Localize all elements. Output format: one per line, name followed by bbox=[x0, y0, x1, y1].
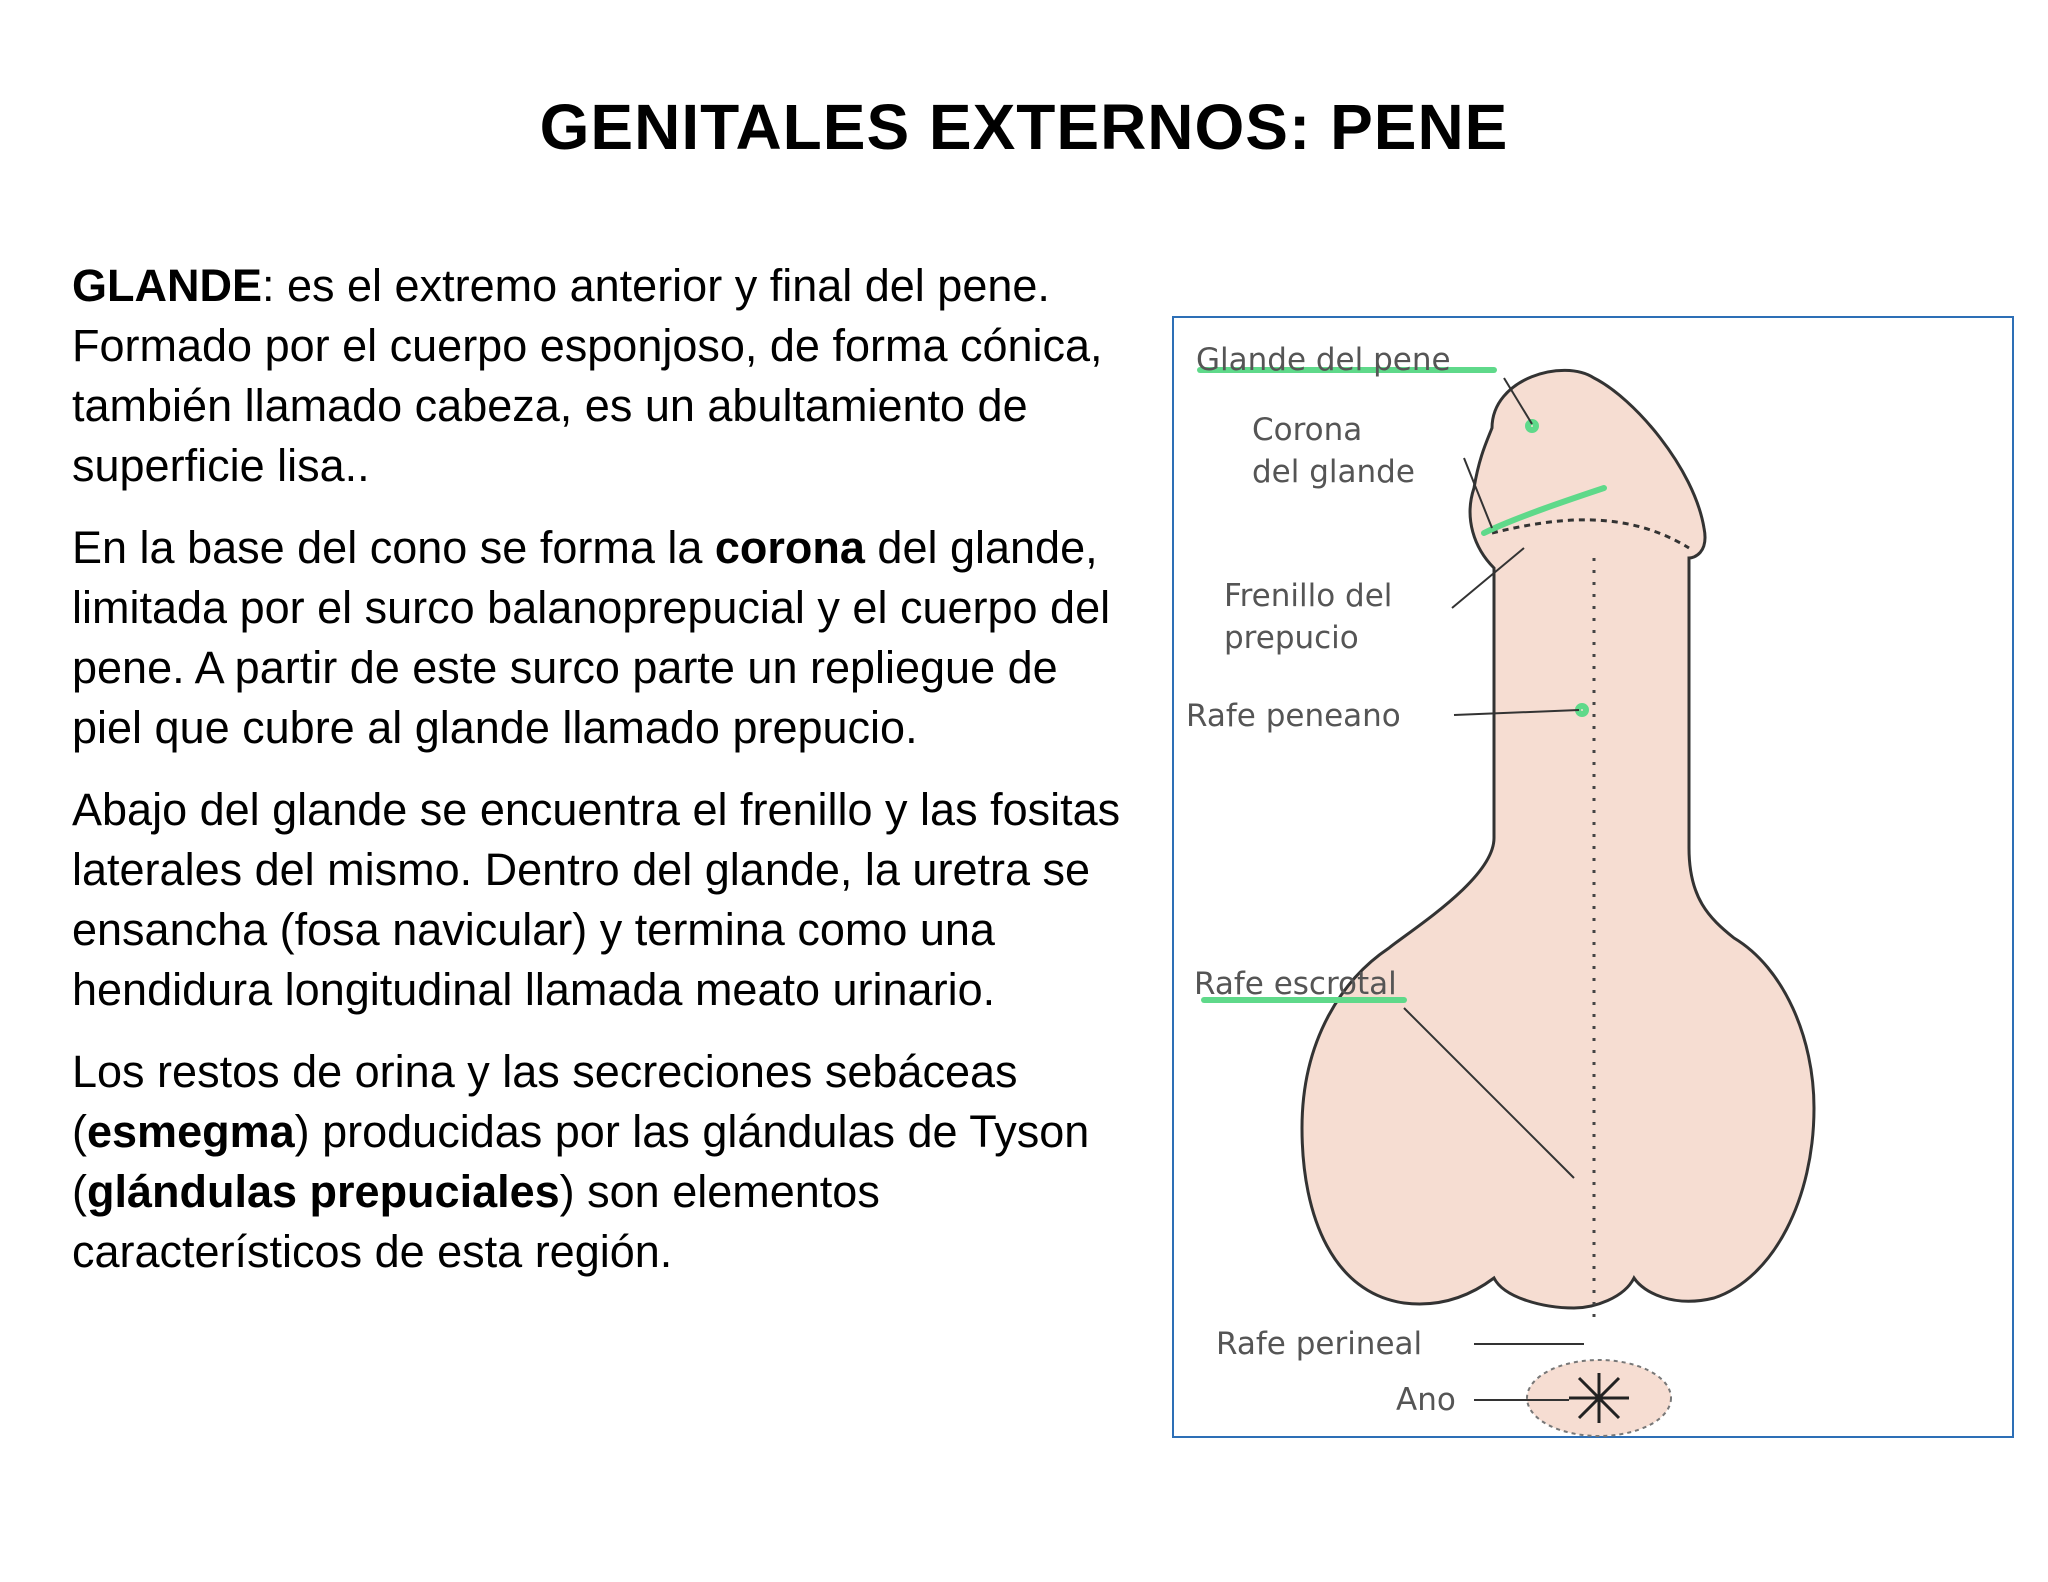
term-glandulas-prepuciales: glándulas prepuciales bbox=[87, 1166, 560, 1217]
term-glande: GLANDE bbox=[72, 260, 262, 311]
term-esmegma: esmegma bbox=[87, 1106, 295, 1157]
label-frenillo-1: Frenillo del bbox=[1224, 578, 1393, 614]
paragraph-glande bbox=[72, 256, 1132, 496]
paragraph-text: ) producidas por las glándulas de Tyson ( bbox=[72, 1106, 1090, 1217]
label-ano: Ano bbox=[1396, 1382, 1456, 1418]
label-rafe-peneano: Rafe peneano bbox=[1186, 698, 1401, 734]
label-rafe-perineal: Rafe perineal bbox=[1216, 1326, 1423, 1362]
label-corona-2: del glande bbox=[1252, 454, 1415, 490]
paragraph-text: Los restos de orina y las secreciones sebáceas ( bbox=[72, 1046, 1018, 1157]
term-corona: corona bbox=[714, 522, 865, 573]
paragraph-esmegma bbox=[72, 1042, 1132, 1282]
text-column bbox=[72, 256, 1132, 1304]
label-rafe-escrotal: Rafe escrotal bbox=[1194, 966, 1397, 1002]
anatomy-figure bbox=[1172, 316, 2014, 1438]
paragraph-text: ) son elementos característicos de esta región. bbox=[72, 1166, 880, 1277]
paragraph-text: : es el extremo anterior y final del pene. Formado por el cuerpo esponjoso, de forma cónica, también llamado cabeza, es un abultamiento de superficie lisa.. bbox=[72, 260, 1103, 491]
label-corona-1: Corona bbox=[1252, 412, 1363, 448]
label-glande: Glande del pene bbox=[1196, 342, 1451, 378]
label-frenillo-2: prepucio bbox=[1224, 620, 1359, 656]
paragraph-text: del glande, limitada por el surco balanoprepucial y el cuerpo del pene. A partir de este surco parte un repliegue de piel que cubre al glande llamado prepucio. bbox=[72, 522, 1111, 753]
organ-silhouette bbox=[1302, 370, 1814, 1308]
paragraph-text: En la base del cono se forma la bbox=[72, 522, 715, 573]
paragraph-corona bbox=[72, 518, 1132, 758]
anatomy-illustration bbox=[1174, 318, 2016, 1440]
page-title: GENITALES EXTERNOS: PENE bbox=[539, 91, 1509, 163]
paragraph-frenillo bbox=[72, 780, 1132, 1020]
paragraph-text: Abajo del glande se encuentra el frenillo y las fositas laterales del mismo. Dentro del glande, la uretra se ensancha (fosa navicular) y termina como una hendidura longitudinal llamada meato urinario. bbox=[72, 784, 1121, 1015]
